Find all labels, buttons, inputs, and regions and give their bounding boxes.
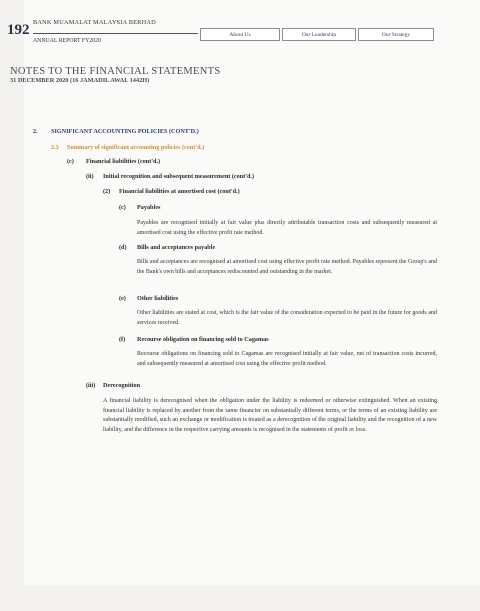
page-title: NOTES TO THE FINANCIAL STATEMENTS [10, 66, 221, 77]
recourse-title: Recourse obligation on financing sold to Cagamas [137, 336, 269, 343]
payables-text: Payables are recognised initially at fair value plus directly attributable transaction costs and subsequently measured at amortised cost using the effective profit rate method. [137, 220, 437, 236]
report-name: ANNUAL REPORT FY2020 [33, 38, 101, 44]
item-ii-number: (ii) [86, 173, 94, 180]
section-number: 2. [33, 128, 38, 135]
bills-title: Bills and acceptances payable [137, 244, 216, 251]
header-divider [33, 33, 198, 34]
other-liabilities-text: Other liabilities are stated at cost, which is the fair value of the consideration expected to be paid in the future for goods and services received. [137, 310, 437, 326]
subsection-number: 2.3 [51, 144, 59, 151]
item-2-number: (2) [103, 188, 111, 195]
bank-name: BANK MUAMALAT MALAYSIA BERHAD [33, 19, 156, 26]
item-2-title: Financial liabilities at amortised cost (cont'd.) [119, 188, 240, 195]
nav-our-strategy[interactable]: Our Strategy [358, 28, 434, 41]
page-subtitle: 31 DECEMBER 2020 (16 JAMADIL AWAL 1442H) [10, 77, 150, 84]
recourse-number: (f) [119, 336, 126, 343]
derecognition-number: (iii) [86, 382, 96, 389]
item-c-title: Financial liabilities (cont'd.) [86, 158, 161, 165]
left-margin-shade [0, 0, 24, 611]
nav-our-leadership[interactable]: Our Leadership [282, 28, 356, 41]
subsection-title: Summary of significant accounting policies (cont'd.) [67, 144, 205, 151]
payables-number: (c) [119, 204, 126, 211]
bills-text: Bills and acceptances are recognised at amortised cost using effective profit rate method. Payables represent the Group's and the Bank's own bills and acceptances rediscounted and outstanding in the market. [137, 259, 437, 275]
payables-title: Payables [137, 204, 161, 211]
section-title: SIGNIFICANT ACCOUNTING POLICIES (CONT'D.) [51, 128, 199, 135]
bills-number: (d) [119, 244, 127, 251]
item-c-number: (c) [67, 158, 74, 165]
page-number: 192 [7, 22, 30, 38]
item-ii-title: Initial recognition and subsequent measurement (cont'd.) [103, 173, 255, 180]
recourse-text: Recourse obligations on financing sold to Cagamas are recognised initially at fair value, net of transaction costs incurred, and subsequently measured at amortised cost using the effective profit method. [137, 351, 437, 367]
derecognition-title: Derecognition [103, 382, 141, 389]
other-liabilities-title: Other liabilities [137, 295, 179, 302]
bottom-margin-shade [0, 585, 480, 611]
derecognition-text: A financial liability is derecognised when the obligation under the liability is redeemed or otherwise extinguished. When an existing financial liability is replaced by another from the same financier on substantially different terms, or the terms of an existing liability are substantially modified, such an exchange or modification is treated as a derecognition of the original liability and the recognition of a new liability, and the difference in the respective carrying amounts is recognised in the statements of profit or loss. [103, 398, 437, 433]
other-liabilities-number: (e) [119, 295, 126, 302]
nav-about-us[interactable]: About Us [200, 28, 280, 41]
